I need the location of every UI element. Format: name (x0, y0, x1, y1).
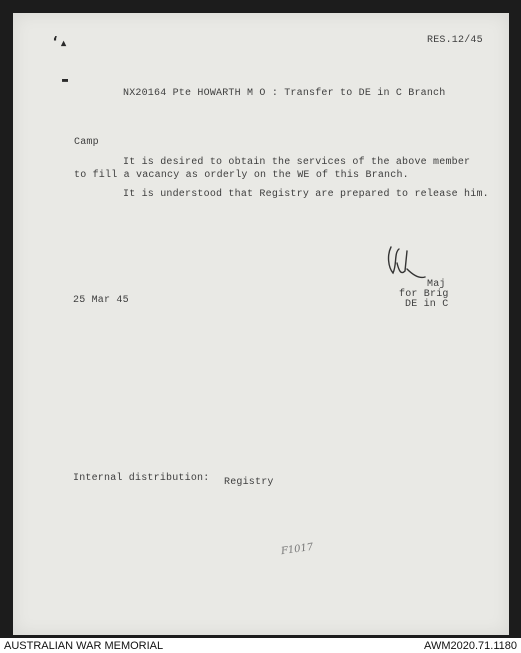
signature-for: for Brig (399, 289, 449, 300)
distribution-label: Internal distribution: (73, 473, 210, 484)
footer-institution: AUSTRALIAN WAR MEMORIAL (4, 640, 164, 652)
distribution-value: Registry (224, 477, 274, 488)
archive-footer (0, 638, 521, 653)
punch-mark-bottom: ▬ (62, 75, 69, 86)
footer-catalogue-number: AWM2020.71.1180 (424, 640, 517, 652)
body-line-3: It is understood that Registry are prepared to release him. (123, 189, 489, 200)
addressee: Camp (74, 137, 99, 148)
signature-rank: Maj (427, 279, 446, 290)
document-page (13, 13, 509, 635)
reference-number: RES.12/45 (427, 35, 483, 46)
punch-mark-top: ʻ▴ (51, 35, 68, 51)
handwritten-signature (385, 241, 433, 287)
body-line-2: to fill a vacancy as orderly on the WE of this Branch. (74, 170, 409, 181)
signature-title: DE in C (405, 299, 449, 310)
document-date: 25 Mar 45 (73, 295, 129, 306)
pencil-note: F1017 (280, 541, 314, 558)
subject-line: NX20164 Pte HOWARTH M O : Transfer to DE in C Branch (123, 88, 446, 99)
body-line-1: It is desired to obtain the services of the above member (123, 157, 471, 168)
